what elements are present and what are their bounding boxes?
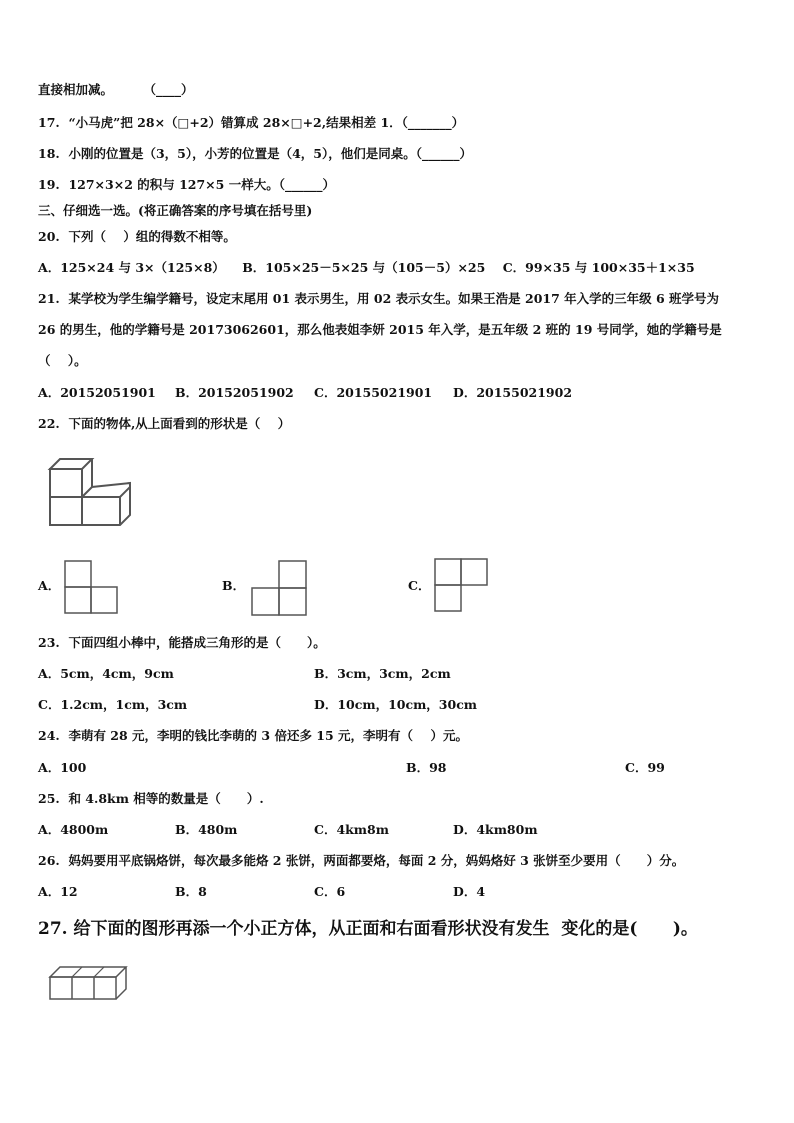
option-c: C． bbox=[408, 578, 431, 593]
option-b-shape bbox=[250, 560, 308, 616]
option-a: A．12 bbox=[38, 884, 78, 899]
question-21-line-3: （ ）。 bbox=[38, 353, 87, 368]
option-a: A．100 bbox=[38, 760, 87, 775]
option-d: D．4 bbox=[453, 884, 486, 899]
question-24: 24. 李萌有 28 元，李明的钱比李萌的 3 倍还多 15 元，李明有（ ）元。 bbox=[38, 728, 468, 743]
option-a: A．4800m bbox=[38, 822, 109, 837]
option-b: B．20152051902 bbox=[175, 385, 294, 400]
question-22: 22. 下面的物体,从上面看到的形状是（ ） bbox=[38, 416, 291, 431]
option-b: B．98 bbox=[406, 760, 447, 775]
option-b: B．8 bbox=[175, 884, 207, 899]
statement-line-16-end: 直接相加减。 （____） bbox=[38, 82, 194, 97]
question-25: 25. 和 4.8km 相等的数量是（ ）. bbox=[38, 791, 264, 806]
question-17: 17. “小马虎”把 28×（□+2）错算成 28×□+2,结果相差 1．（_______） bbox=[38, 115, 465, 130]
option-a-shape bbox=[64, 560, 118, 614]
option-a: A．20152051901 bbox=[38, 385, 156, 400]
option-b: B． bbox=[222, 578, 246, 593]
question-21-line-1: 21. 某学校为学生编学籍号，设定末尾用 01 表示男生，用 02 表示女生。如果王浩是 2017 年入学的三年级 6 班学号为 bbox=[38, 291, 720, 306]
three-cube-row-figure bbox=[48, 963, 130, 1003]
option-b: B．480m bbox=[175, 822, 238, 837]
option-b: B．3cm，3cm，2cm bbox=[314, 666, 451, 681]
question-20: 20. 下列（ ）组的得数不相等。 bbox=[38, 229, 236, 244]
option-d: D．10cm，10cm，30cm bbox=[314, 697, 478, 712]
option-c: C．6 bbox=[314, 884, 346, 899]
option-c: C．4km8m bbox=[314, 822, 389, 837]
option-c-shape bbox=[434, 558, 490, 614]
option-c: C．99 bbox=[625, 760, 665, 775]
question-26: 26. 妈妈要用平底锅烙饼，每次最多能烙 2 张饼，两面都要烙，每面 2 分，妈妈烙好 3 张饼至少要用（ ）分。 bbox=[38, 853, 685, 868]
cube-stack-figure bbox=[46, 455, 136, 530]
question-18: 18. 小刚的位置是（3，5），小芳的位置是（4，5），他们是同桌。（______） bbox=[38, 146, 472, 161]
question-23: 23. 下面四组小棒中，能搭成三角形的是（ ）。 bbox=[38, 635, 326, 650]
option-c: C．20155021901 bbox=[314, 385, 433, 400]
option-d: D．20155021902 bbox=[453, 385, 573, 400]
option-a: A．5cm，4cm，9cm bbox=[38, 666, 174, 681]
question-20-options: A．125×24 与 3×（125×8） B．105×25－5×25 与（105－5）×25 C．99×35 与 100×35＋1×35 bbox=[38, 260, 695, 275]
question-27: 27. 给下面的图形再添一个小正方体，从正面和右面看形状没有发生 变化的是( )。 bbox=[38, 919, 698, 939]
question-21-line-2: 26 的男生，他的学籍号是 20173062601，那么他表姐李妍 2015 年入学，是五年级 2 班的 19 号同学，她的学籍号是 bbox=[38, 322, 722, 337]
section-3-heading: 三、仔细选一选。(将正确答案的序号填在括号里) bbox=[38, 203, 313, 218]
option-a: A． bbox=[38, 578, 61, 593]
option-d: D．4km80m bbox=[453, 822, 538, 837]
option-c: C．1.2cm，1cm，3cm bbox=[38, 697, 188, 712]
question-19: 19. 127×3×2 的积与 127×5 一样大。（______） bbox=[38, 177, 335, 192]
